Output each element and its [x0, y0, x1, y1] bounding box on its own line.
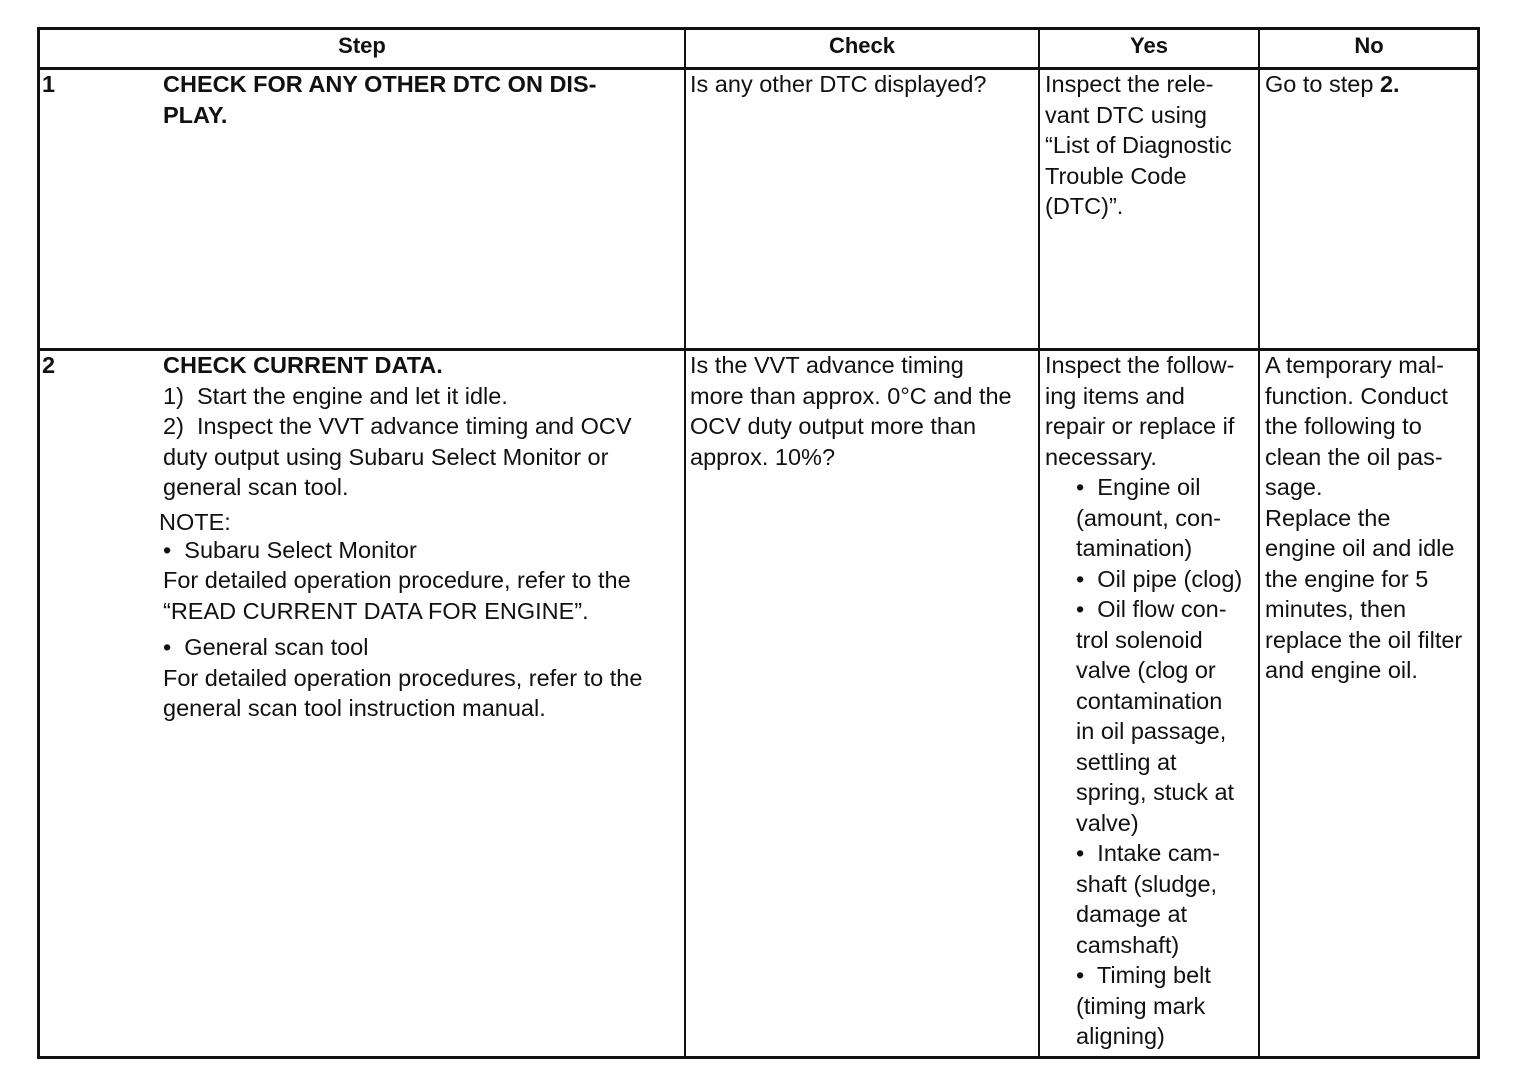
yes-text	[1045, 69, 1232, 222]
step-title: CHECK CURRENT DATA.	[163, 352, 443, 378]
note-line: “READ CURRENT DATA FOR ENGINE”.	[163, 597, 589, 624]
inspection-line: (amount, con-	[1076, 504, 1221, 531]
no-line: A temporary mal-	[1265, 352, 1444, 378]
no-line: the engine for 5	[1265, 565, 1429, 592]
check-line: Is any other DTC displayed?	[690, 71, 987, 97]
header-step: Step	[338, 33, 386, 58]
column-divider	[1258, 27, 1260, 1059]
yes-text	[1045, 350, 1242, 1052]
no-line: replace the oil filter	[1265, 626, 1463, 653]
no-line: minutes, then	[1265, 596, 1407, 622]
no-line: the following to	[1265, 413, 1422, 439]
note-line: general scan tool instruction manual.	[163, 695, 546, 721]
inspection-line: camshaft)	[1076, 931, 1180, 958]
step-title	[163, 69, 596, 130]
note-line: For detailed operation procedures, refer to the	[163, 664, 643, 691]
inspection-line: (timing mark	[1076, 992, 1206, 1019]
note-bullet: • Subaru Select Monitor	[163, 536, 417, 563]
no-line: engine oil and idle	[1265, 535, 1455, 561]
step-title-line: PLAY.	[163, 101, 228, 128]
check-text	[690, 69, 987, 100]
yes-line: vant DTC using	[1045, 101, 1207, 128]
check-text	[690, 350, 1012, 472]
yes-line: Inspect the follow-	[1045, 352, 1235, 378]
inspection-line: spring, stuck at	[1076, 779, 1235, 805]
inspection-item-oil-flow-control-valve	[1045, 594, 1242, 838]
step-line: 2) Inspect the VVT advance timing and OCV	[163, 413, 632, 439]
no-line: Go to step	[1265, 71, 1380, 97]
yes-line: repair or replace if	[1045, 413, 1235, 439]
no-line: sage.	[1265, 474, 1323, 500]
inspection-line: valve)	[1076, 809, 1139, 836]
step-reference: 2.	[1379, 71, 1400, 97]
inspection-line: aligning)	[1076, 1023, 1165, 1049]
header-check: Check	[828, 33, 896, 58]
inspection-line: valve (clog or	[1076, 657, 1216, 683]
yes-line: “List of Diagnostic	[1045, 132, 1232, 158]
inspection-item-intake-camshaft	[1045, 838, 1242, 960]
inspection-line: contamination	[1076, 687, 1223, 714]
inspection-line: trol solenoid	[1076, 626, 1203, 653]
note-line: For detailed operation procedure, refer to the	[163, 567, 631, 593]
inspection-line: in oil passage,	[1076, 718, 1227, 744]
no-text	[1265, 350, 1462, 686]
inspection-item-oil-pipe	[1045, 564, 1242, 595]
step-title-line: CHECK FOR ANY OTHER DTC ON DIS-	[163, 71, 597, 97]
header-yes: Yes	[1130, 33, 1168, 58]
check-line: more than approx. 0°C and the	[690, 382, 1012, 409]
yes-line: ing items and	[1045, 382, 1185, 409]
note-label: NOTE:	[159, 508, 231, 535]
check-line: approx. 10%?	[690, 443, 836, 470]
yes-line: necessary.	[1045, 443, 1157, 470]
no-line: Replace the	[1265, 504, 1391, 531]
step-line: 1) Start the engine and let it idle.	[163, 382, 508, 409]
no-line: and engine oil.	[1265, 657, 1418, 683]
step-instructions	[159, 350, 643, 724]
inspection-item-timing-belt	[1045, 960, 1242, 1052]
step-line: duty output using Subaru Select Monitor or	[163, 443, 609, 470]
step-number: 2	[42, 352, 56, 378]
check-line: Is the VVT advance timing	[690, 352, 964, 378]
no-line: function. Conduct	[1265, 382, 1448, 409]
yes-line: Inspect the rele-	[1045, 71, 1214, 97]
inspection-line: • Oil flow con-	[1076, 596, 1227, 622]
no-text	[1265, 69, 1400, 100]
inspection-line: • Engine oil	[1076, 474, 1201, 500]
yes-line: (DTC)”.	[1045, 193, 1124, 219]
column-divider	[684, 27, 686, 1059]
check-line: OCV duty output more than	[690, 413, 977, 439]
yes-line: Trouble Code	[1045, 162, 1187, 189]
no-line: clean the oil pas-	[1265, 443, 1443, 470]
inspection-line: shaft (sludge,	[1076, 870, 1218, 897]
header-no: No	[1354, 33, 1384, 58]
inspection-line: damage at	[1076, 901, 1188, 927]
column-divider	[1038, 27, 1040, 1059]
inspection-line: settling at	[1076, 748, 1177, 775]
inspection-line: • Oil pipe (clog)	[1076, 565, 1243, 592]
step-line: general scan tool.	[163, 474, 349, 500]
step-number: 1	[42, 71, 56, 97]
inspection-item-engine-oil	[1045, 472, 1242, 564]
inspection-line: tamination)	[1076, 535, 1193, 561]
inspection-line: • Timing belt	[1076, 962, 1211, 988]
note-bullet: • General scan tool	[163, 634, 369, 660]
inspection-line: • Intake cam-	[1076, 840, 1221, 866]
